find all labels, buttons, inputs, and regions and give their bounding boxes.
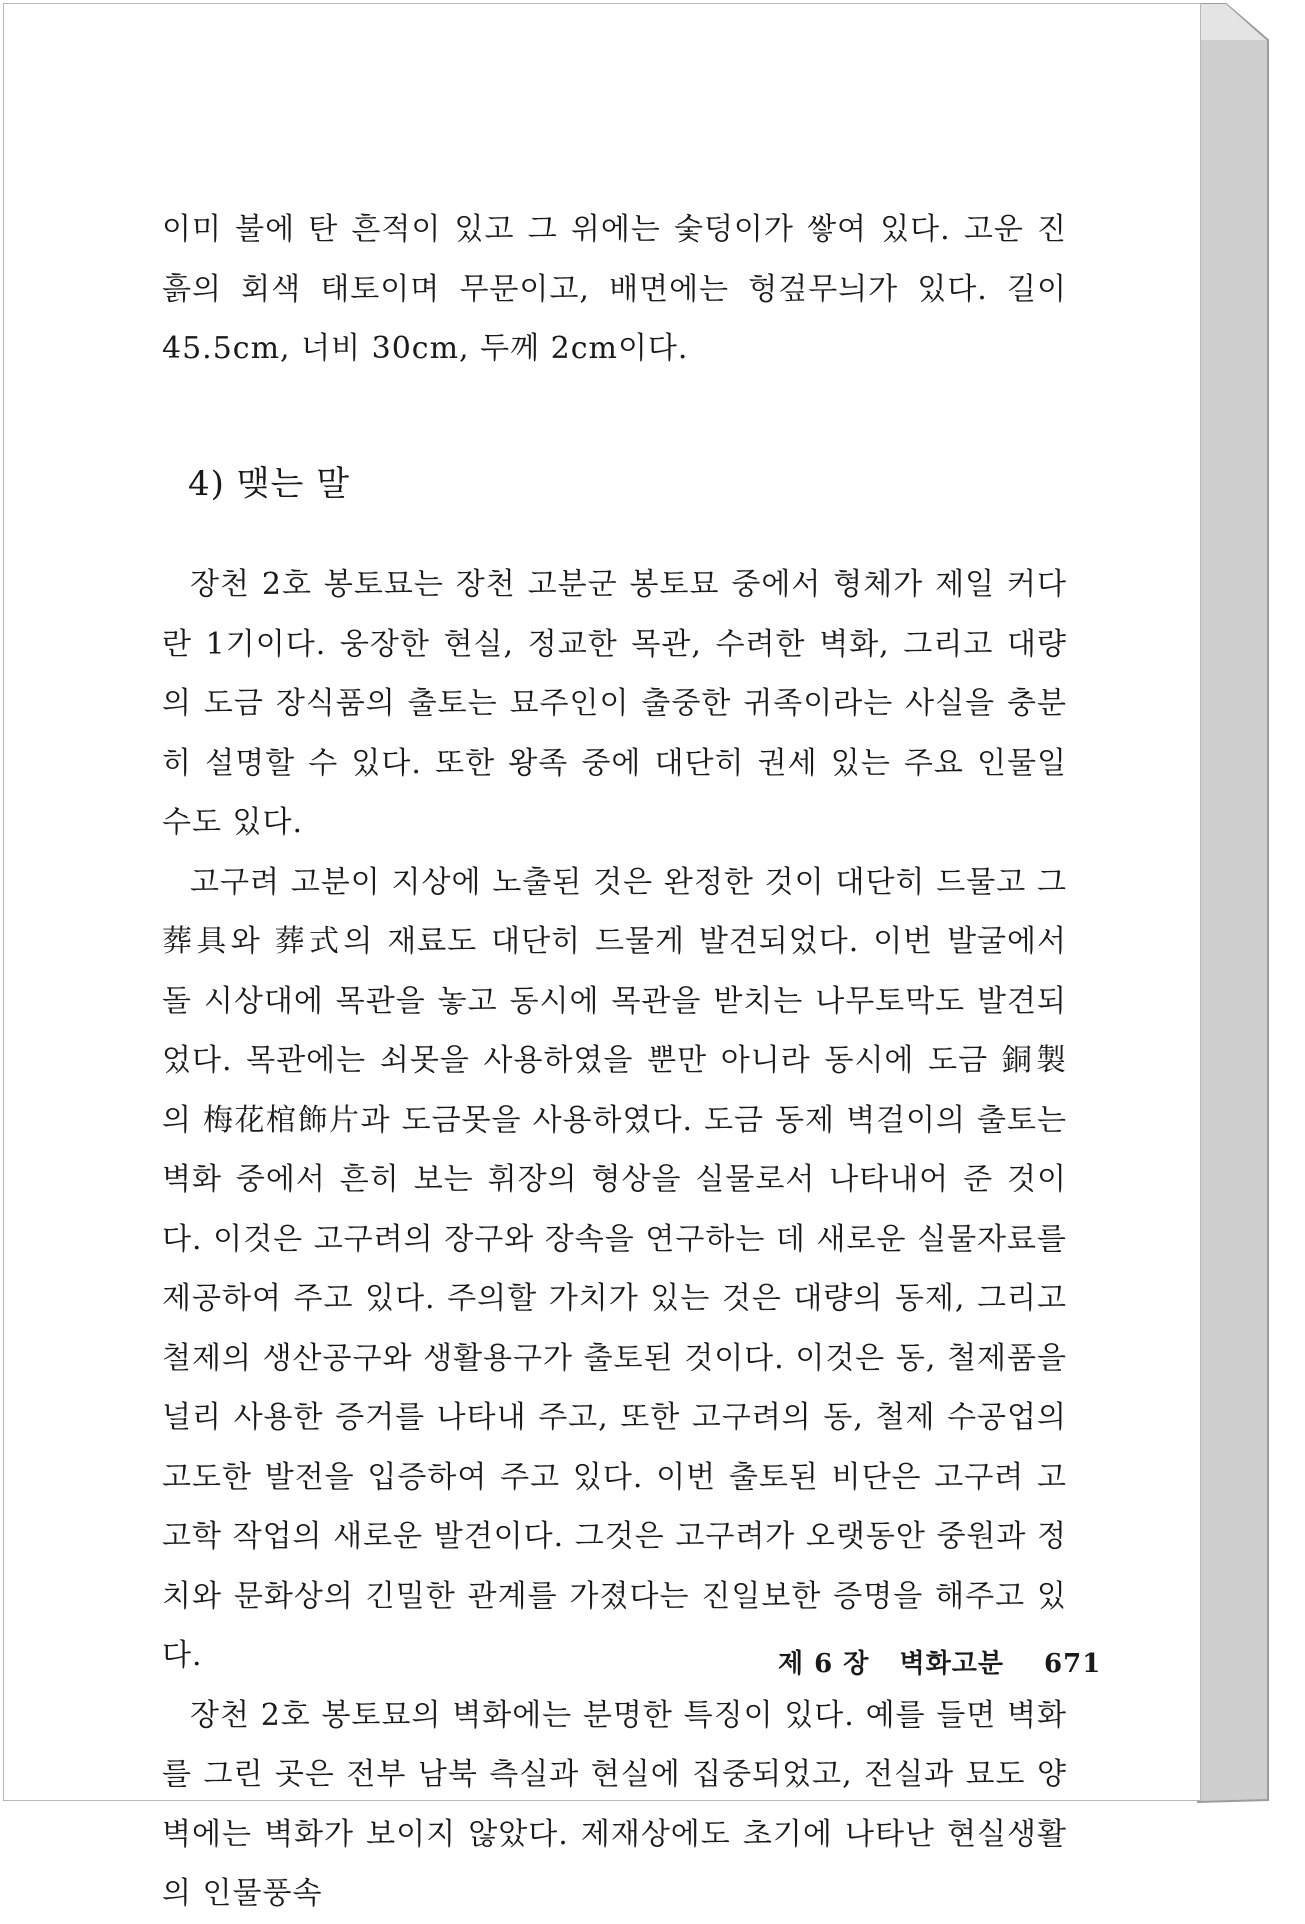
paragraph: 장천 2호 봉토묘의 벽화에는 분명한 특징이 있다. 예를 들면 벽화를 그린 곳은 전부 남북 측실과 현실에 집중되었고, 전실과 묘도 양벽에는 벽화가 보이지 않았다. 제재상에도 초기에 나타난 현실생활의 인물풍속 — [162, 1697, 1067, 1911]
page-footer — [778, 1643, 1101, 1680]
intro-paragraph: 이미 불에 탄 흔적이 있고 그 위에는 숯덩이가 쌓여 있다. 고운 진흙의 회색 태토이며 무문이고, 배면에는 헝겊무늬가 있다. 길이 45.5cm, 너비 30cm, 두께 2cm이다. — [162, 212, 1067, 366]
page-number: 671 — [1044, 1649, 1102, 1679]
paragraph: 고구려 고분이 지상에 노출된 것은 완정한 것이 대단히 드물고 그 葬具와 葬式의 재료도 대단히 드물게 발견되었다. 이번 발굴에서 돌 시상대에 목관을 놓고 동시에 목관을 받치는 나무토막도 발견되었다. 목관에는 쇠못을 사용하였을 뿐만 아니라 동시에 도금 銅製의 梅花棺飾片과 도금못을 사용하였다. 도금 동제 벽걸이의 출토는 벽화 중에서 흔히 보는 휘장의 형상을 실물로서 나타내어 준 것이다. 이것은 고구려의 장구와 장속을 연구하는 데 새로운 실물자료를 제공하여 주고 있다. 주의할 가치가 있는 것은 대량의 동제, 그리고 철제의 생산공구와 생활용구가 출토된 것이다. 이것은 동, 철제품을 널리 사용한 증거를 나타내 주고, 또한 고구려의 동, 철제 수공업의 고도한 발전을 입증하여 주고 있다. 이번 출토된 비단은 고구려 고고학 작업의 새로운 발견이다. 그것은 고구려가 오랫동안 중원과 정치와 문화상의 긴밀한 관계를 가졌다는 진일보한 증명을 해주고 있다. — [162, 864, 1067, 1673]
section-heading: 4) 맺는 말 — [188, 464, 351, 504]
paragraph: 장천 2호 봉토묘는 장천 고분군 봉토묘 중에서 형체가 제일 커다란 1기이다. 웅장한 현실, 정교한 목관, 수려한 벽화, 그리고 대량의 도금 장식품의 출토는 묘주인이 출중한 귀족이라는 사실을 충분히 설명할 수 있다. 또한 왕족 중에 대단히 권세 있는 주요 인물일 수도 있다. — [162, 567, 1067, 840]
chapter-title: 벽화고분 — [899, 1649, 1004, 1679]
body-text — [162, 555, 1067, 1924]
intro-text — [162, 200, 1067, 379]
chapter-label: 제 6 장 — [778, 1649, 870, 1679]
